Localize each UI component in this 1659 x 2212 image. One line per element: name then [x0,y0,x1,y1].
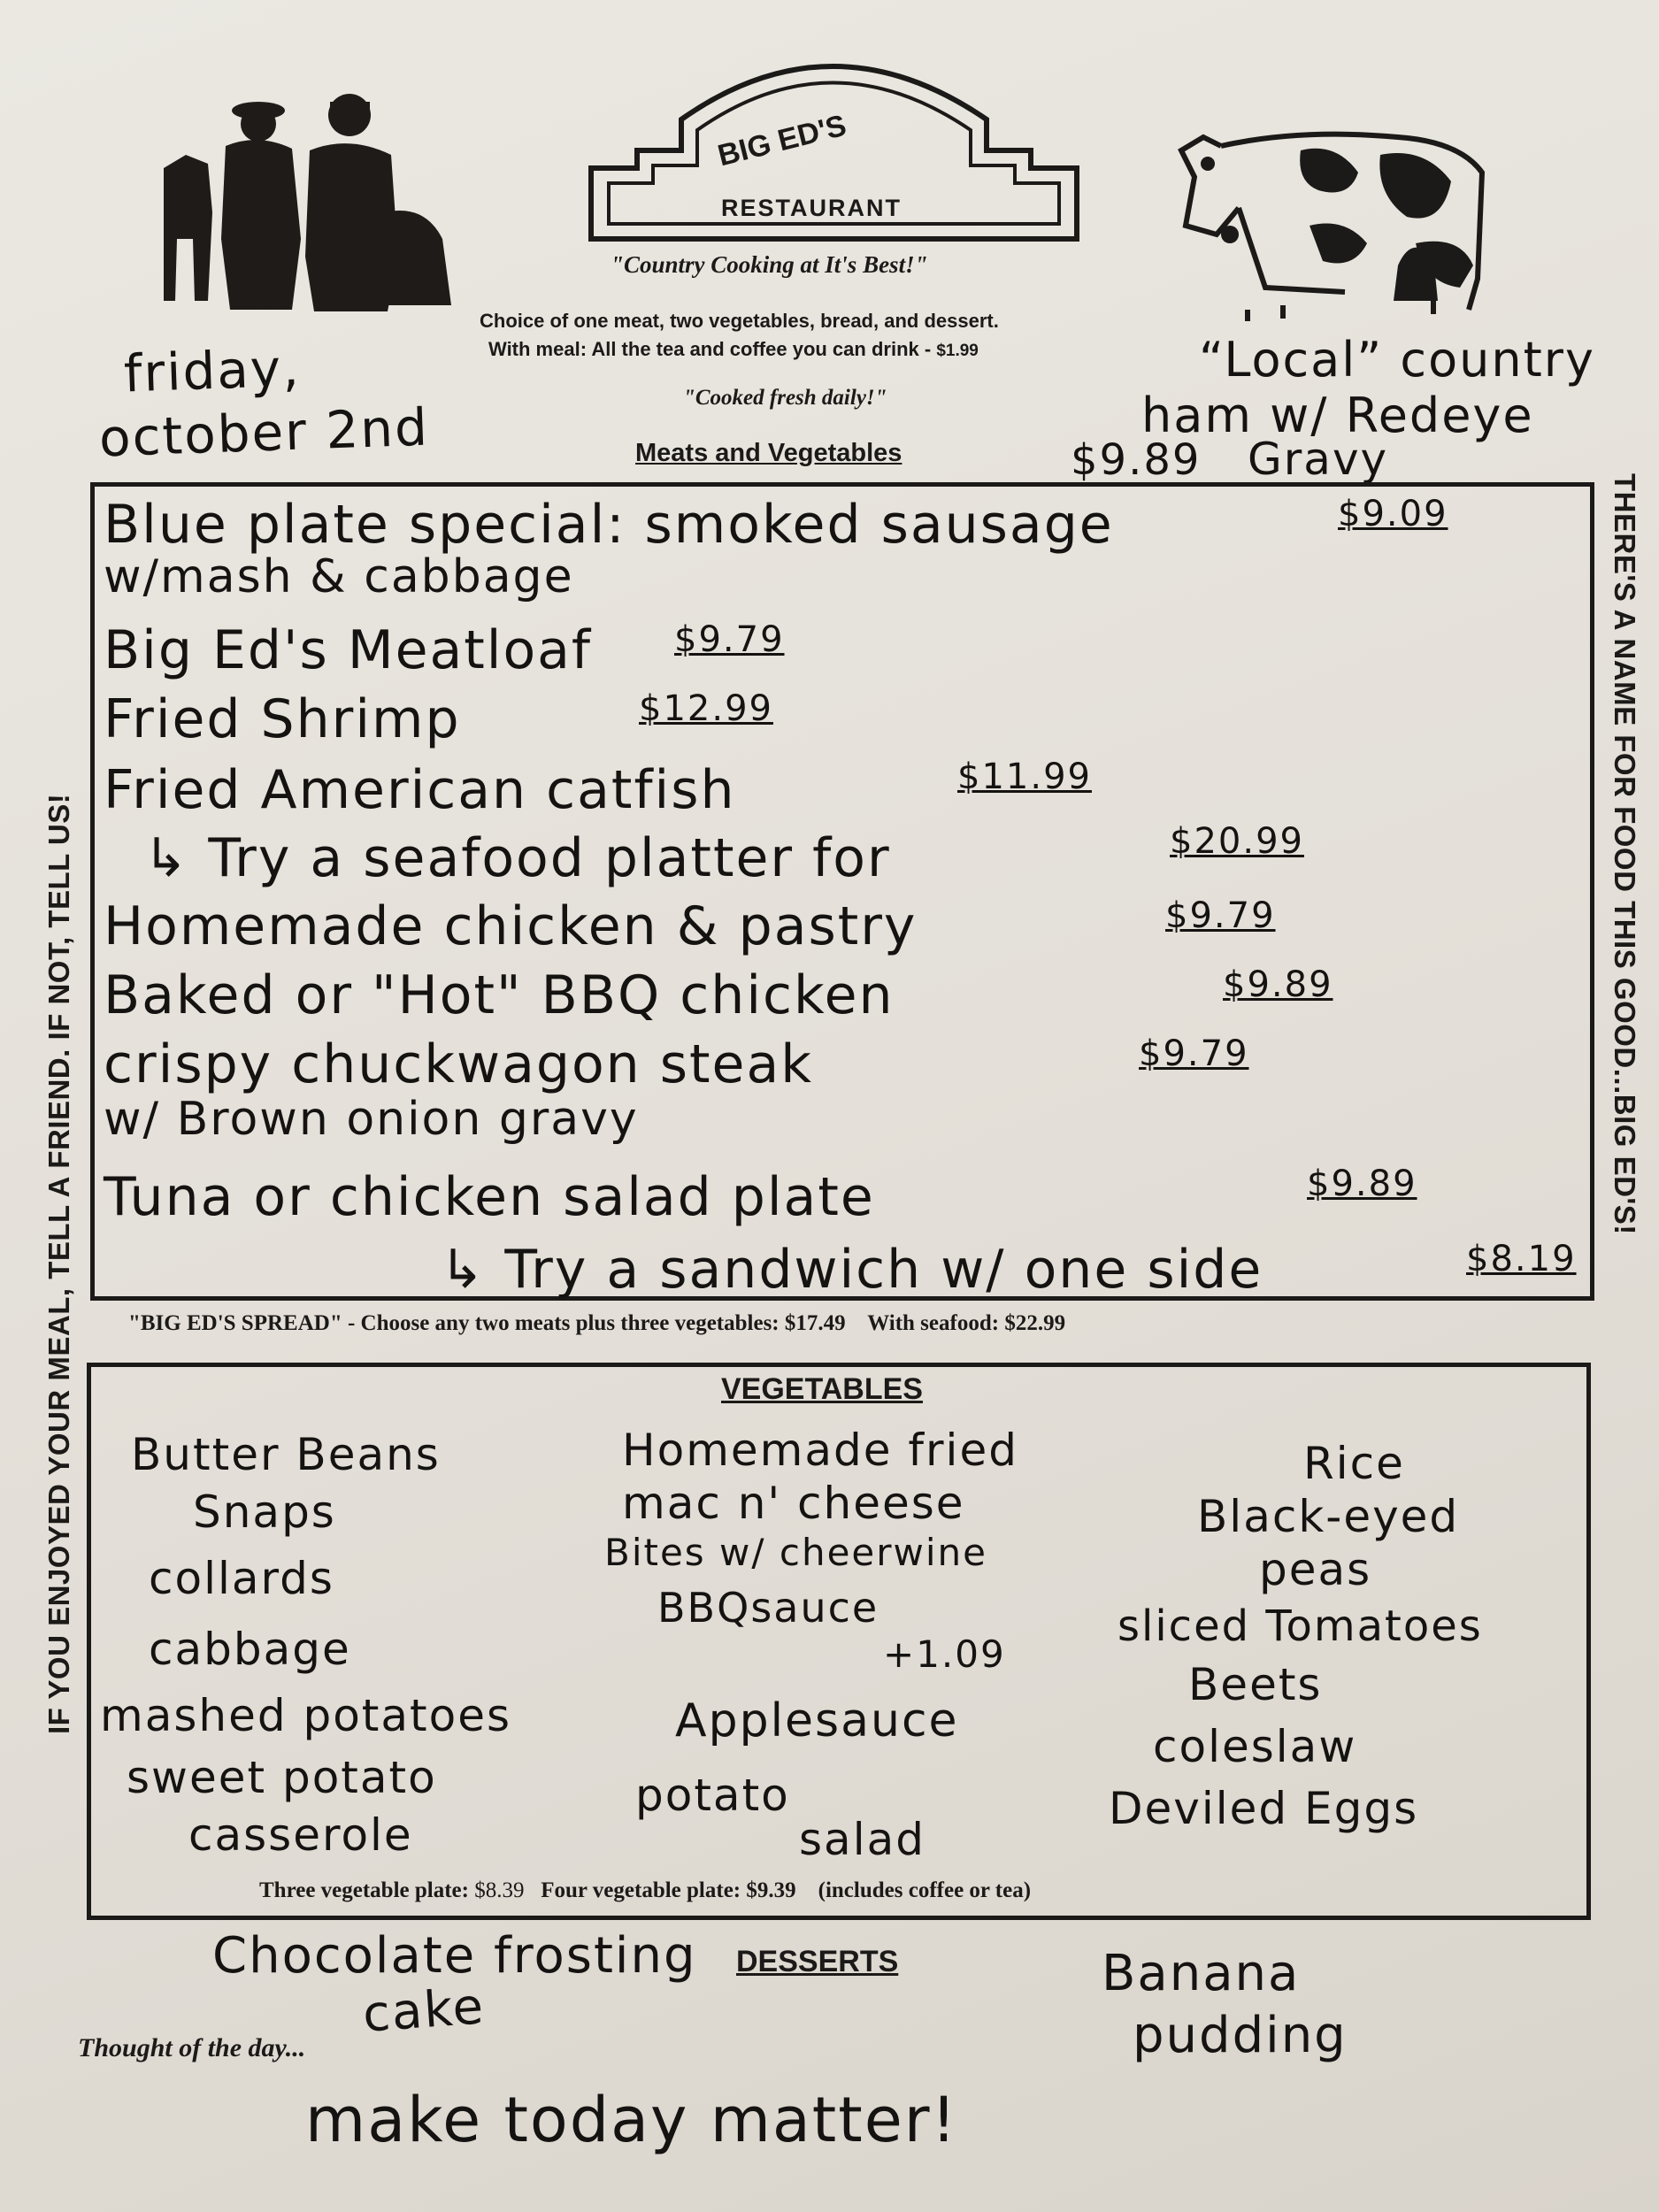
vegetable-item: cabbage [149,1624,351,1675]
vegetable-item: Snaps [193,1486,336,1538]
vegetable-item: casserole [188,1809,413,1861]
meat-item-price: $9.89 [1223,964,1333,1005]
meat-item-price: $9.89 [1307,1164,1417,1204]
vegetable-item: Black-eyed [1197,1491,1460,1542]
date-line-1: friday, [122,337,302,404]
plate-prices-line [259,1878,1031,1903]
vegetable-item: +1.09 [883,1632,1006,1676]
meat-item-price: $12.99 [639,688,773,729]
dessert-left-line-2: cake [360,1978,488,2044]
vegetable-item: BBQsauce [657,1584,879,1632]
special-note-price: $9.89 [1071,435,1202,485]
vegetable-item: sliced Tomatoes [1118,1601,1483,1651]
desserts-heading: DESSERTS [736,1945,899,1978]
vegetable-item: Rice [1303,1438,1405,1489]
thought-text: make today matter! [305,2084,958,2156]
meat-item-name: Fried American catfish [104,759,736,821]
meats-box [90,482,1594,1335]
vegetable-item: Beets [1188,1659,1323,1710]
meat-item-price: $8.19 [1466,1239,1577,1279]
meat-item-price: $9.79 [674,619,785,660]
drink-line [488,338,979,361]
vegetables-heading: VEGETABLES [721,1372,923,1406]
drink-price: $1.99 [936,342,979,360]
logo-sub: RESTAURANT [721,195,902,221]
vegetable-item: Homemade fried [622,1425,1018,1476]
plate-three-price: $8.39 [474,1878,525,1902]
vegetable-item: salad [799,1814,926,1865]
vegetable-item: potato [635,1770,790,1821]
meats-heading: Meats and Vegetables [635,439,902,467]
special-note-line-2: ham w/ Redeye [1141,388,1534,443]
spread-seafood-label: With seafood: [867,1311,1000,1335]
meat-item-name: Homemade chicken & pastry [104,895,918,957]
cooked-fresh: "Cooked fresh daily!" [683,386,887,410]
special-note-line-1: “Local” country [1199,332,1595,388]
spread-label: "BIG ED'S SPREAD" [128,1311,342,1335]
choice-line: Choice of one meat, two vegetables, bread, and dessert. [480,310,999,332]
vegetables-box [87,1363,1591,1920]
dessert-right-line-1: Banana [1102,1945,1301,2002]
cow-icon [1168,111,1504,323]
meat-item-name: Fried Shrimp [104,688,461,750]
farmers-silhouette-icon [159,80,460,319]
vegetable-item: collards [149,1553,334,1604]
dessert-left-line-1: Chocolate frosting [212,1927,697,1985]
plate-four-price: $9.39 [746,1878,796,1902]
meat-item-price: $20.99 [1170,821,1304,862]
meat-item-name: w/mash & cabbage [104,550,574,603]
vegetable-item: coleslaw [1153,1721,1357,1772]
vegetable-item: Applesauce [675,1694,959,1747]
date-line-2: october 2nd [97,396,430,469]
meat-item-price: $11.99 [957,757,1092,797]
plate-four-label: Four vegetable plate: [541,1878,741,1902]
vegetable-item: Butter Beans [131,1429,441,1480]
meat-item-name: Tuna or chicken salad plate [104,1166,875,1228]
special-note-line-3: Gravy [1248,434,1389,485]
vegetable-item: peas [1259,1544,1372,1595]
thought-label: Thought of the day... [78,2033,306,2062]
dessert-right-line-2: pudding [1133,2007,1348,2064]
meat-item-name: Big Ed's Meatloaf [104,619,593,681]
plate-three-label: Three vegetable plate: [259,1878,469,1902]
meat-item-name: Baked or "Hot" BBQ chicken [104,964,895,1026]
vegetable-item: mac n' cheese [622,1478,965,1529]
plate-note: (includes coffee or tea) [818,1878,1032,1902]
vegetable-item: sweet potato [127,1752,437,1803]
meat-item-price: $9.79 [1165,895,1276,936]
drink-text: With meal: All the tea and coffee you can drink - [488,338,932,360]
spread-line [128,1311,1065,1336]
meat-item-name: w/ Brown onion gravy [104,1093,639,1146]
meat-item-name: crispy chuckwagon steak [104,1033,813,1095]
left-side-slogan: IF YOU ENJOYED YOUR MEAL, TELL A FRIEND. IF NOT, TELL US! [42,793,75,1734]
meat-item-price: $9.09 [1338,494,1448,534]
meat-item-name: Blue plate special: smoked sausage [104,494,1114,556]
spread-seafood-price: $22.99 [1004,1311,1066,1335]
right-side-slogan: THERE'S A NAME FOR FOOD THIS GOOD...BIG ED'S! [1609,473,1641,1235]
vegetable-item: mashed potatoes [100,1690,512,1741]
meat-item-name: ↳ Try a sandwich w/ one side [440,1239,1263,1301]
spread-price: $17.49 [784,1311,846,1335]
tagline: "Country Cooking at It's Best!" [611,251,928,278]
spread-desc: - Choose any two meats plus three vegetables: [347,1311,780,1335]
vegetable-item: Deviled Eggs [1109,1783,1419,1834]
logo-name: BIG ED'S [714,108,850,173]
vegetable-item: Bites w/ cheerwine [604,1531,988,1574]
meat-item-name: ↳ Try a seafood platter for [143,827,891,889]
meat-item-price: $9.79 [1139,1033,1249,1074]
